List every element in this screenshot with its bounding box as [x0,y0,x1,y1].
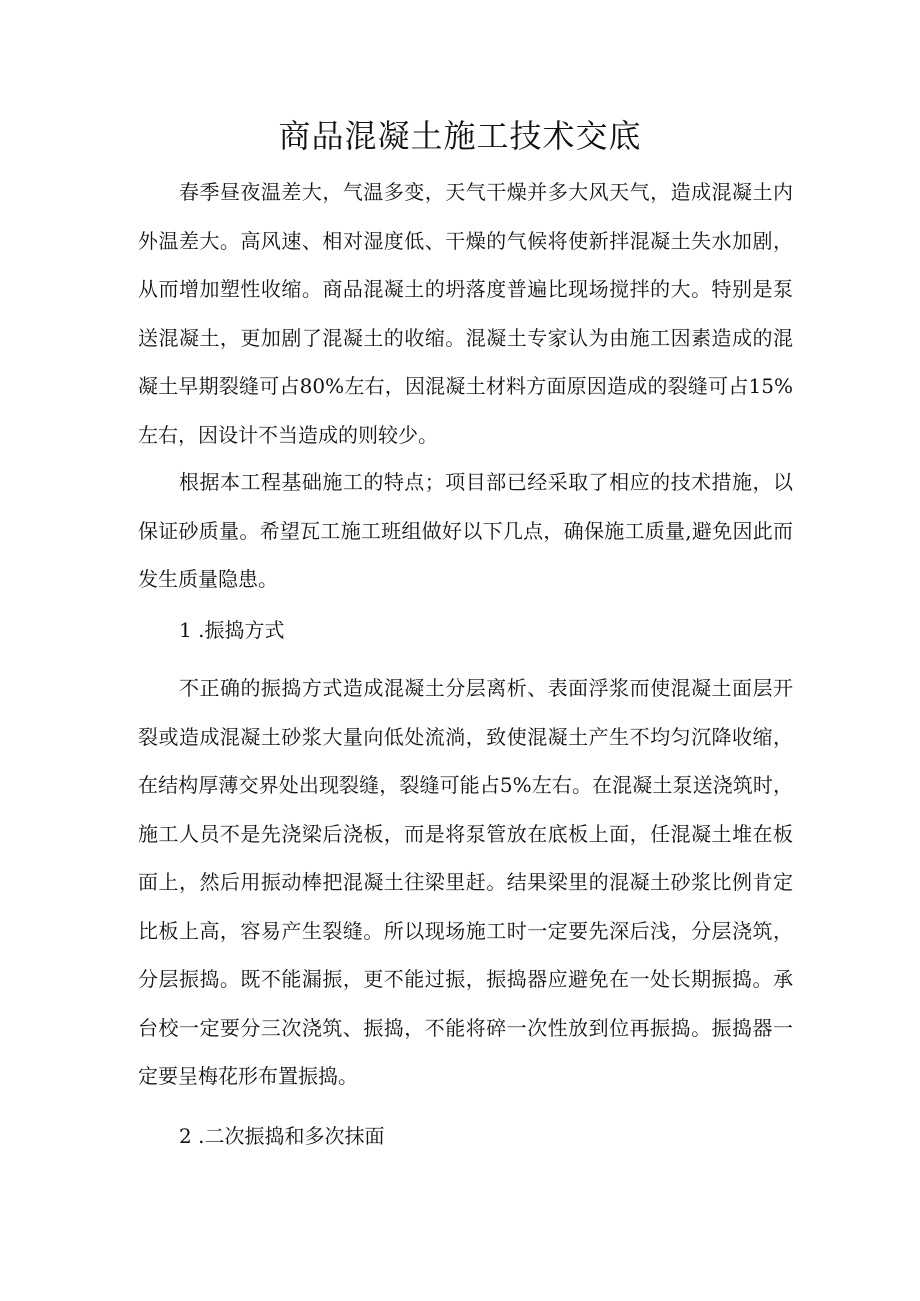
vibration-paragraph: 不正确的振捣方式造成混凝土分层离析、表面浮浆而使混凝土面层开裂或造成混凝土砂浆大量向低处流淌，致使混凝土产生不均匀沉降收缩，在结构厚薄交界处出现裂缝，裂缝可能占5%左右。在混凝土泵送浇筑时，施工人员不是先浇梁后浇板，而是将泵管放在底板上面，任混凝土堆在板面上，然后用振动棒把混凝土往梁里赶。结果梁里的混凝土砂浆比例肯定比板上高，容易产生裂缝。所以现场施工时一定要先深后浅，分层浇筑，分层振捣。既不能漏振，更不能过振，振捣器应避免在一处长期振捣。承台校一定要分三次浇筑、振捣，不能将碎一次性放到位再振捣。振捣器一定要呈梅花形布置振捣。 [138,676,793,1088]
section-heading-secondary-vibration: 2 .二次振捣和多次抹面 [179,1124,385,1148]
intro-paragraph: 春季昼夜温差大，气温多变，天气干燥并多大风天气，造成混凝土内外温差大。高风速、相对湿度低、干燥的气候将使新拌混凝土失水加剧，从而增加塑性收缩。商品混凝土的坍落度普遍比现场搅拌的大。特别是泵送混凝土，更加剧了混凝土的收缩。混凝土专家认为由施工因素造成的混凝土早期裂缝可占80%左右，因混凝土材料方面原因造成的裂缝可占15%左右，因设计不当造成的则较少。 [138,180,793,447]
section-heading-vibration: 1 .振捣方式 [179,618,285,642]
document-title: 商品混凝土施工技术交底 [278,117,642,155]
measures-paragraph: 根据本工程基础施工的特点；项目部已经采取了相应的技术措施，以保证砂质量。希望瓦工施工班组做好以下几点，确保施工质量,避免因此而发生质量隐患。 [138,470,793,591]
